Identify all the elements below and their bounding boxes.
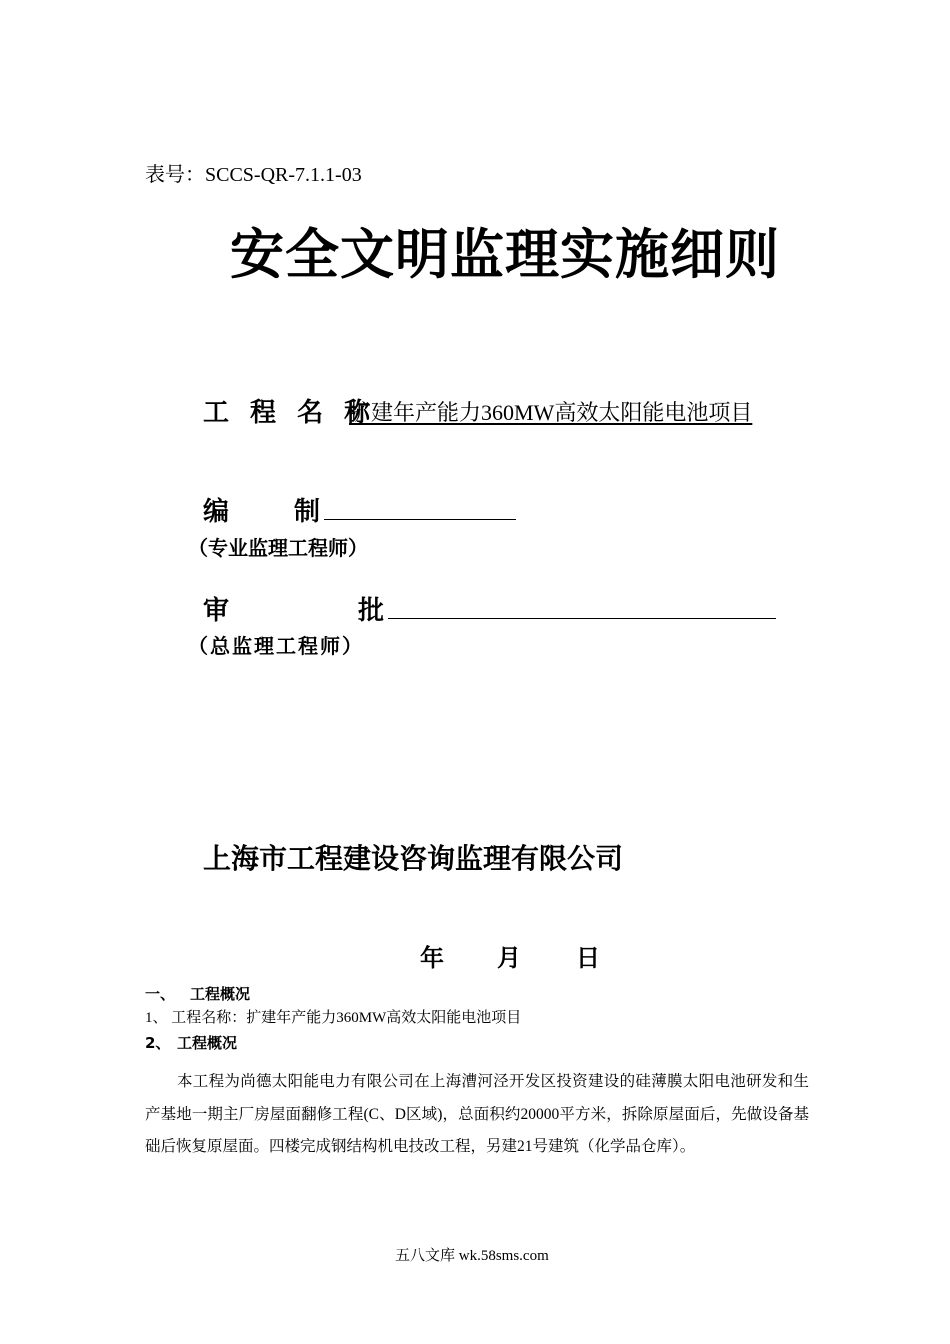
date-year-label: 年 — [420, 944, 444, 972]
footer-watermark: 五八文库 wk.58sms.com — [395, 1248, 549, 1264]
form-number: 表号：SCCS-QR-7.1.1-03 — [145, 164, 362, 186]
date-month-label: 月 — [497, 944, 521, 972]
compile-label-first-char: 编 — [203, 497, 230, 527]
section-1-number: 一、 — [145, 985, 176, 1003]
item-2-number: 2、 — [145, 1034, 171, 1052]
approve-role-note: （总监理工程师） — [188, 634, 364, 658]
compile-role-note: （专业监理工程师） — [188, 536, 368, 560]
company-name: 上海市工程建设咨询监理有限公司 — [203, 842, 624, 875]
item-1-project-name: 1、 工程名称：扩建年产能力360MW高效太阳能电池项目 — [145, 1010, 522, 1026]
compile-label-second-char: 制 — [294, 497, 321, 527]
section-1-title: 工程概况 — [190, 985, 251, 1003]
approve-label-first-char: 审 — [203, 596, 230, 626]
compile-signature-line — [324, 519, 516, 520]
project-name-value: 扩建年产能力360MW高效太阳能电池项目 — [349, 400, 753, 425]
date-day-label: 日 — [576, 944, 600, 972]
item-2-title: 工程概况 — [177, 1034, 238, 1052]
project-name-label: 工 程 名 称 — [203, 398, 377, 428]
document-title: 安全文明监理实施细则 — [230, 223, 780, 286]
approve-label-second-char: 批 — [358, 596, 385, 626]
approve-signature-line — [388, 618, 776, 619]
overview-paragraph: 本工程为尚德太阳能电力有限公司在上海漕河泾开发区投资建设的硅薄膜太阳电池研发和生产基地一期主厂房屋面翻修工程(C、D区域)，总面积约20000平方米，拆除原屋面后，先做设备基础后恢复原屋面。四楼完成钢结构机电技改工程，另建21号建筑（化学品仓库）。 — [145, 1073, 809, 1155]
